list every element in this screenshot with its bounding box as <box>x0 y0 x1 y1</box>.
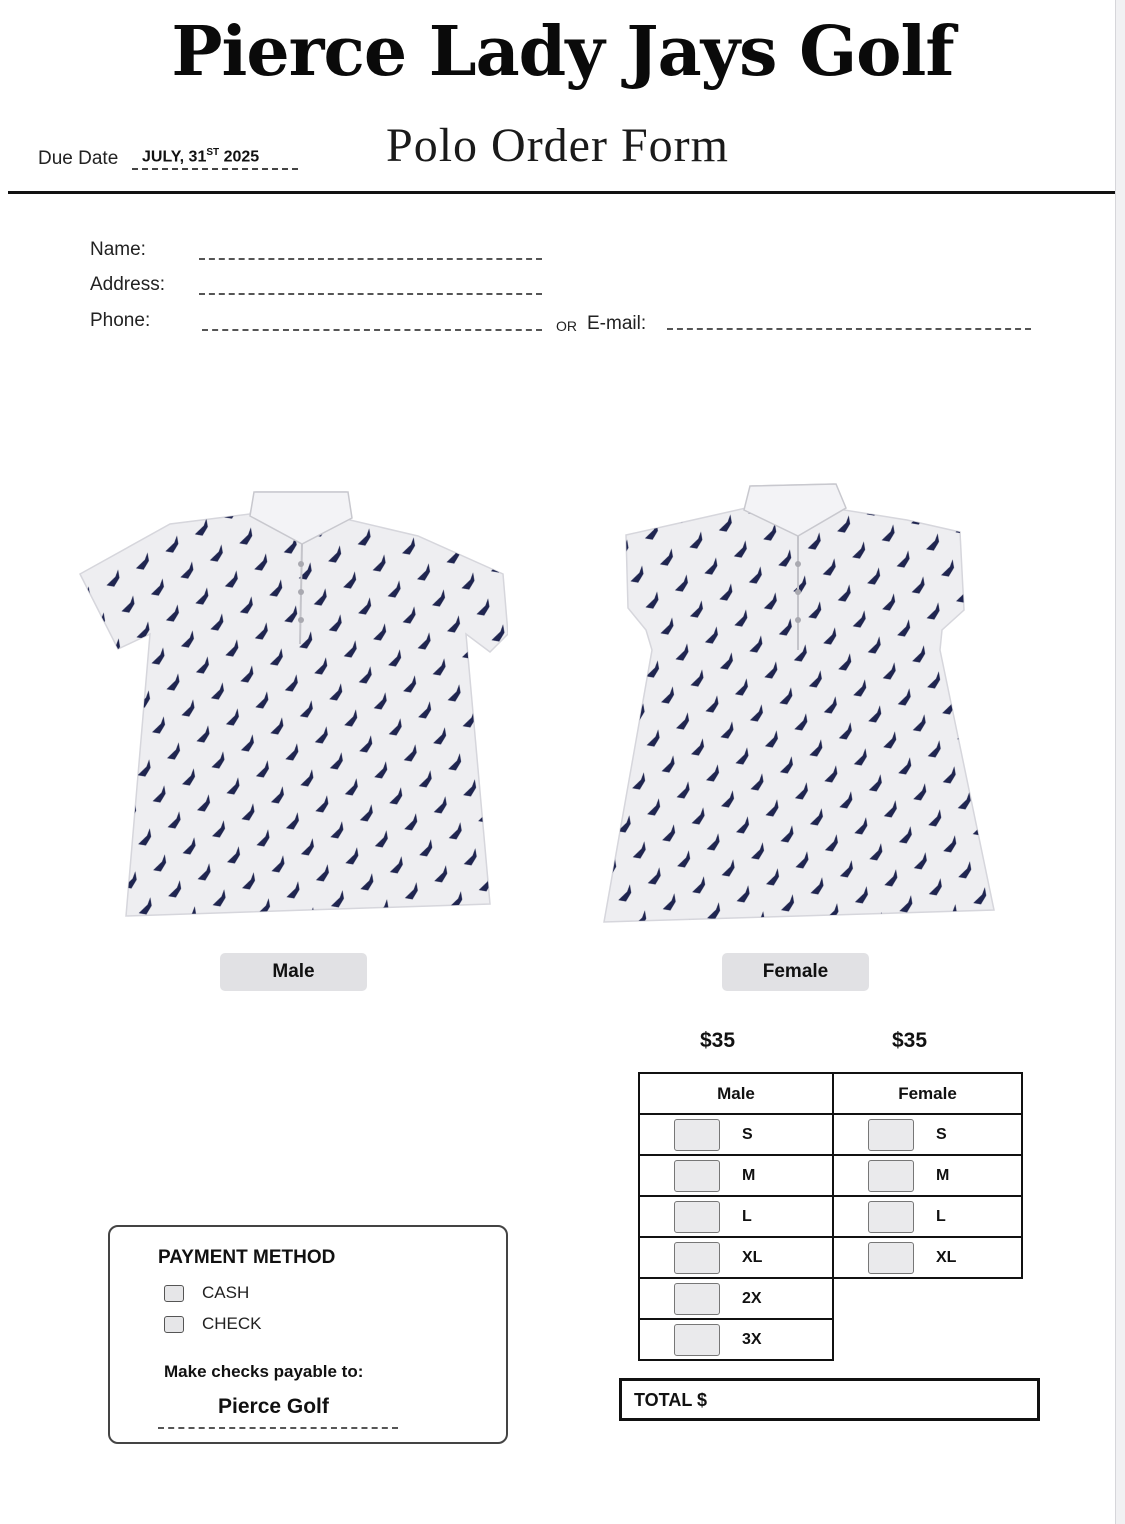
female-xl-checkbox[interactable] <box>868 1242 914 1274</box>
payment-method-box <box>108 1225 508 1444</box>
female-size-row <box>833 1196 1022 1237</box>
payee-underline <box>158 1427 398 1429</box>
payable-to-label: Make checks payable to: <box>164 1362 364 1381</box>
female-size-row <box>833 1114 1022 1155</box>
size-table <box>638 1072 1023 1361</box>
male-size-row <box>639 1237 833 1278</box>
male-size-row <box>639 1278 833 1319</box>
name-field[interactable] <box>199 258 542 260</box>
male-s-checkbox[interactable] <box>674 1119 720 1151</box>
male-size-row <box>639 1196 833 1237</box>
male-2x-checkbox[interactable] <box>674 1283 720 1315</box>
address-label: Address: <box>90 274 165 295</box>
male-price: $35 <box>700 1029 736 1052</box>
female-size-label: S <box>936 1125 947 1143</box>
male-polo-image <box>78 484 508 924</box>
female-size-row <box>833 1237 1022 1278</box>
female-polo-image <box>602 480 997 930</box>
cash-checkbox[interactable] <box>164 1285 184 1302</box>
male-size-label: S <box>742 1125 753 1143</box>
phone-label: Phone: <box>90 310 151 331</box>
female-size-label: M <box>936 1166 950 1184</box>
due-date-year: 2025 <box>223 148 260 166</box>
empty-cell <box>833 1319 1022 1360</box>
check-option[interactable] <box>164 1314 262 1334</box>
check-label: CHECK <box>202 1314 262 1333</box>
male-size-label: 2X <box>742 1289 762 1307</box>
female-option-button[interactable]: Female <box>722 953 869 991</box>
name-label: Name: <box>90 239 146 260</box>
email-field[interactable] <box>667 328 1031 330</box>
due-date-value <box>132 144 298 170</box>
female-size-label: XL <box>936 1248 957 1266</box>
or-label: OR <box>556 318 577 334</box>
payment-method-title: PAYMENT METHOD <box>158 1247 336 1268</box>
form-subtitle: Polo Order Form <box>386 119 729 172</box>
male-3x-checkbox[interactable] <box>674 1324 720 1356</box>
cash-option[interactable] <box>164 1283 249 1303</box>
check-checkbox[interactable] <box>164 1316 184 1333</box>
due-date-label: Due Date <box>38 148 119 169</box>
female-l-checkbox[interactable] <box>868 1201 914 1233</box>
male-size-label: L <box>742 1207 752 1225</box>
female-price: $35 <box>892 1029 928 1052</box>
male-size-row <box>639 1114 833 1155</box>
phone-field[interactable] <box>202 329 542 331</box>
male-size-label: XL <box>742 1248 763 1266</box>
header-divider <box>8 191 1115 194</box>
male-size-row <box>639 1319 833 1360</box>
address-field[interactable] <box>199 293 542 295</box>
male-option-button[interactable]: Male <box>220 953 367 991</box>
due-date-day: JULY, 31 <box>142 148 207 166</box>
payee-name: Pierce Golf <box>218 1395 329 1418</box>
page-title: Pierce Lady Jays Golf <box>171 12 954 92</box>
cash-label: CASH <box>202 1283 250 1302</box>
male-size-row <box>639 1155 833 1196</box>
empty-cell <box>833 1278 1022 1319</box>
email-label: E-mail: <box>587 313 647 334</box>
male-l-checkbox[interactable] <box>674 1201 720 1233</box>
female-size-row <box>833 1155 1022 1196</box>
total-field[interactable]: TOTAL $ <box>619 1378 1040 1421</box>
female-m-checkbox[interactable] <box>868 1160 914 1192</box>
male-xl-checkbox[interactable] <box>674 1242 720 1274</box>
page-edge <box>1115 0 1125 1524</box>
male-m-checkbox[interactable] <box>674 1160 720 1192</box>
male-size-label: 3X <box>742 1330 762 1348</box>
female-size-header: Female <box>833 1073 1022 1114</box>
due-date-suffix: ST <box>206 147 220 158</box>
male-size-label: M <box>742 1166 756 1184</box>
female-size-label: L <box>936 1207 946 1225</box>
female-s-checkbox[interactable] <box>868 1119 914 1151</box>
male-size-header: Male <box>639 1073 833 1114</box>
